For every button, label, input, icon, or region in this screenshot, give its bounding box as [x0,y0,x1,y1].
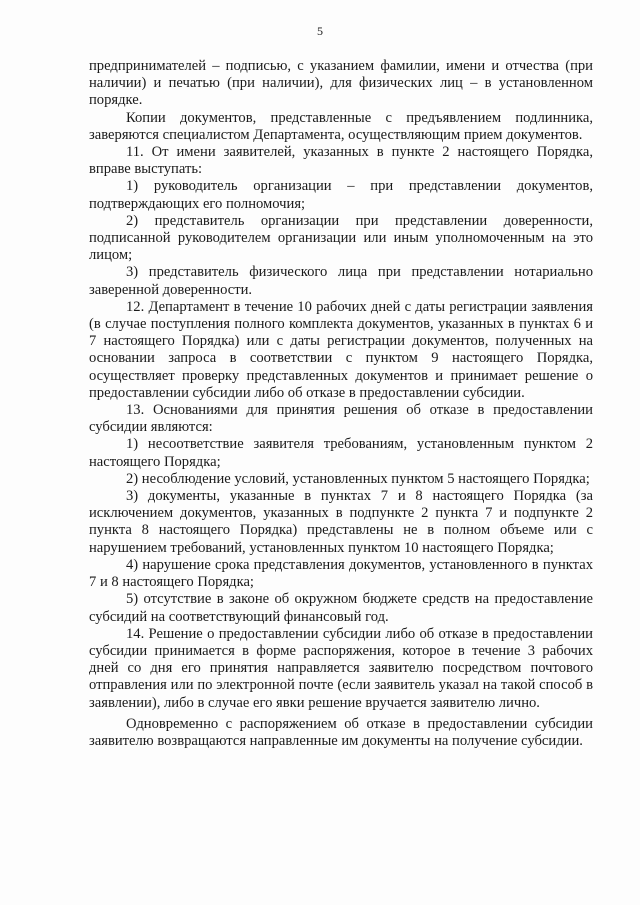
paragraph-continuation: предпринимателей – подписью, с указанием фамилии, имени и отчества (при наличии) и печатью (при наличии), для физических лиц – в установленном порядке. [89,58,593,109]
page-number: 5 [317,24,323,38]
paragraph-13-item-1: 1) несоответствие заявителя требованиям, установленным пунктом 2 настоящего Порядка; [89,436,593,470]
paragraph-11-item-2: 2) представитель организации при представлении доверенности, подписанной руководителем организации или иным уполномоченным на это лицом; [89,212,593,264]
paragraph-copies: Копии документов, представленные с предъявлением подлинника, заверяются специалистом Департамента, осуществляющим прием документов. [89,109,593,143]
paragraph-return-documents: Одновременно с распоряжением об отказе в предоставлении субсидии заявителю возвращаются направленные им документы на получение субсидии. [89,715,593,749]
paragraph-11-item-3: 3) представитель физического лица при представлении нотариально заверенной доверенности. [89,264,593,298]
paragraph-11: 11. От имени заявителей, указанных в пункте 2 настоящего Порядка, вправе выступать: [89,144,593,178]
document-body [89,58,593,750]
paragraph-13: 13. Основаниями для принятия решения об отказе в предоставлении субсидии являются: [89,402,593,436]
paragraph-14: 14. Решение о предоставлении субсидии либо об отказе в предоставлении субсидии принимается в форме распоряжения, которое в течение 3 рабочих дней со дня его принятия направляется заявителю посредством почтового отправления или по электронной почте (если заявитель указал на такой способ в заявлении), либо в случае его явки решение вручается заявителю лично. [89,625,593,711]
paragraph-13-item-3: 3) документы, указанные в пунктах 7 и 8 настоящего Порядка (за исключением документов, указанных в подпункте 2 пункта 7 и подпункте 2 пункта 8 настоящего Порядка) представлены не в полном объеме или с нарушением требований, установленных пунктом 10 настоящего Порядка; [89,488,593,556]
paragraph-13-item-2: 2) несоблюдение условий, установленных пунктом 5 настоящего Порядка; [126,470,590,487]
paragraph-11-item-1: 1) руководитель организации – при представлении документов, подтверждающих его полномочия; [89,178,593,212]
paragraph-13-item-5: 5) отсутствие в законе об окружном бюджете средств на предоставление субсидий на соответствующий финансовый год. [89,591,593,625]
paragraph-12: 12. Департамент в течение 10 рабочих дней с даты регистрации заявления (в случае поступления полного комплекта документов, указанных в пунктах 6 и 7 настоящего Порядка) или с даты регистрации документов, полученных на основании запроса в соответствии с пунктом 9 настоящего Порядка, осуществляет проверку представленных документов и принимает решение о предоставлении субсидии либо об отказе в предоставлении субсидии. [89,298,593,401]
paragraph-13-item-4: 4) нарушение срока представления документов, установленного в пунктах 7 и 8 настоящего Порядка; [89,556,593,591]
